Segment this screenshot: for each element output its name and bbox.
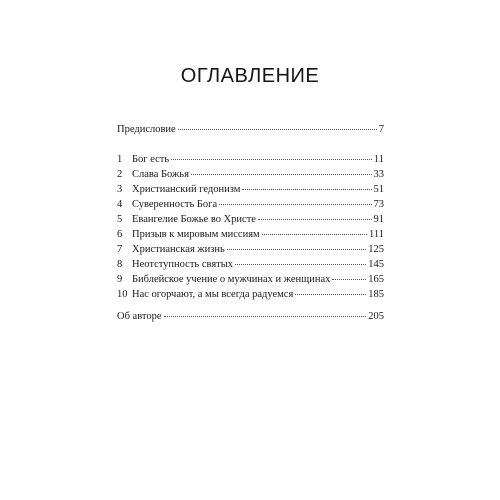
toc-entry-chapter[interactable] [117,287,384,302]
toc-entry-chapter[interactable] [117,227,384,242]
dot-leader [164,316,367,317]
chapter-number: 1 [117,154,123,165]
toc-entry-label: Евангелие Божье во Христе [132,214,256,225]
toc-entry-chapter[interactable] [117,182,384,197]
toc-entry-label: Суверенность Бога [132,199,218,210]
chapter-number: 2 [117,169,123,180]
toc-entry-chapter[interactable] [117,212,384,227]
toc-entry-page: 11 [373,154,384,165]
dot-leader [178,129,377,130]
toc-entry-chapter[interactable] [117,272,384,287]
toc-entry-page: 73 [373,199,384,210]
chapter-number: 7 [117,244,123,255]
toc-entry-chapter[interactable] [117,197,384,212]
toc-entry-label: Об авторе [117,311,162,322]
toc-entry-page: 125 [368,244,384,255]
toc-entry-page: 145 [368,259,384,270]
dot-leader [235,264,366,265]
dot-leader [227,249,367,250]
toc-entry-page: 7 [378,124,384,135]
toc-preface-group [117,122,384,137]
toc-entry-label: Бог есть [132,154,170,165]
toc-entry-page: 205 [368,311,384,322]
toc-entry-page: 51 [373,184,384,195]
toc-entry-chapter[interactable] [117,257,384,272]
chapter-number: 4 [117,199,123,210]
dot-leader [219,204,371,205]
toc-entry-label: Неотступность святых [132,259,234,270]
chapter-number: 9 [117,274,123,285]
toc-entry-label: Призыв к мировым миссиям [132,229,260,240]
chapter-number: 6 [117,229,123,240]
dot-leader [191,174,372,175]
toc-entry-about-author[interactable] [117,309,384,324]
toc-entry-chapter[interactable] [117,242,384,257]
page-title: ОГЛАВЛЕНИЕ [180,65,320,87]
dot-leader [332,279,366,280]
chapter-number: 5 [117,214,123,225]
toc-entry-page: 91 [373,214,384,225]
toc-entry-label: Христианская жизнь [132,244,225,255]
toc-entry-label: Нас огорчают, а мы всегда радуемся [132,289,294,300]
toc-entry-chapter[interactable] [117,167,384,182]
toc-entry-label: Библейское учение о мужчинах и женщинах [132,274,331,285]
chapter-number: 8 [117,259,123,270]
toc-entry-page: 165 [368,274,384,285]
chapter-number: 10 [117,289,128,300]
dot-leader [171,159,372,160]
dot-leader [295,294,366,295]
toc-entry-page: 33 [373,169,384,180]
dot-leader [262,234,367,235]
chapter-number: 3 [117,184,123,195]
toc-entry-label: Предисловие [117,124,176,135]
toc-entry-label: Слава Божья [132,169,189,180]
toc-entry-page: 111 [369,229,384,240]
toc-entry-label: Христианский гедонизм [132,184,241,195]
toc-entry-preface[interactable] [117,122,384,137]
toc-chapters-list [117,152,384,302]
dot-leader [242,189,371,190]
dot-leader [258,219,372,220]
toc-entry-page: 185 [368,289,384,300]
toc-about-group [117,309,384,324]
toc-entry-chapter[interactable] [117,152,384,167]
